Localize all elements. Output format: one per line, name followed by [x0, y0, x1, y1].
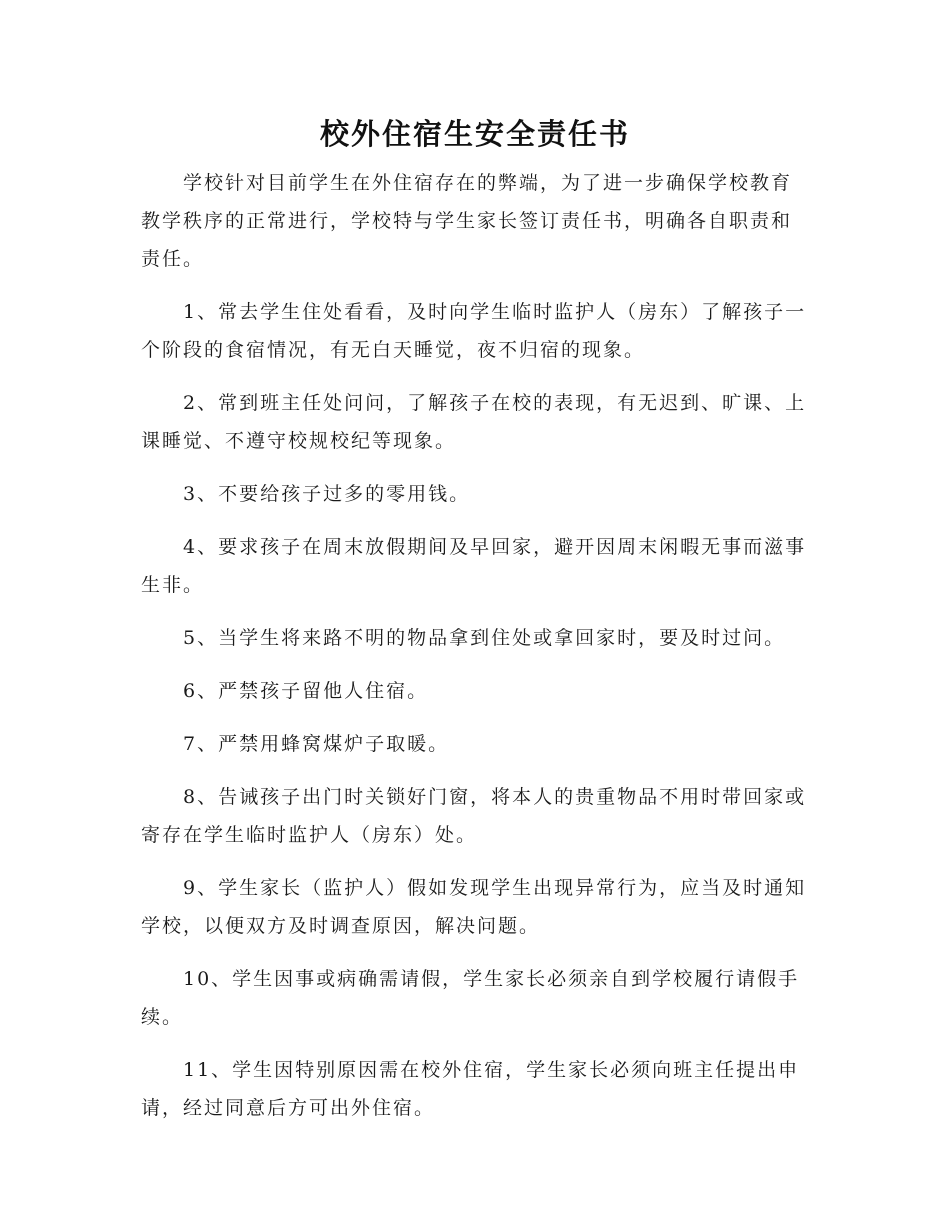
- intro-paragraph: 学校针对目前学生在外住宿存在的弊端，为了进一步确保学校教育教学秩序的正常进行，学校特与学生家长签订责任书，明确各自职责和责任。: [141, 172, 793, 270]
- rule-item-5: 5、当学生将来路不明的物品拿到住处或拿回家时，要及时过问。: [183, 627, 786, 649]
- rule-item-11: 11、学生因特别原因需在校外住宿，学生家长必须向班主任提出申请，经过同意后方可出外住宿。: [141, 1059, 800, 1119]
- rule-item-6: 6、严禁孩子留他人住宿。: [183, 680, 429, 702]
- rule-item-8: 8、告诫孩子出门时关锁好门窗，将本人的贵重物品不用时带回家或寄存在学生临时监护人（房东）处。: [141, 786, 807, 846]
- rule-item-4: 4、要求孩子在周末放假期间及早回家，避开因周末闲暇无事而滋事生非。: [141, 536, 807, 596]
- rule-item-9: 9、学生家长（监护人）假如发现学生出现异常行为，应当及时通知学校，以便双方及时调查原因，解决问题。: [141, 877, 807, 937]
- rule-item-2: 2、常到班主任处问问，了解孩子在校的表现，有无迟到、旷课、上课睡觉、不遵守校规校纪等现象。: [141, 392, 807, 452]
- document-title: 校外住宿生安全责任书: [319, 117, 630, 151]
- rule-item-10: 10、学生因事或病确需请假，学生家长必须亲自到学校履行请假手续。: [141, 968, 800, 1028]
- rule-item-1: 1、常去学生住处看看，及时向学生临时监护人（房东）了解孩子一个阶段的食宿情况，有无白天睡觉，夜不归宿的现象。: [141, 301, 807, 361]
- rule-item-7: 7、严禁用蜂窝煤炉子取暖。: [183, 733, 450, 755]
- rule-item-3: 3、不要给孩子过多的零用钱。: [183, 483, 471, 505]
- document-body: [141, 164, 811, 1142]
